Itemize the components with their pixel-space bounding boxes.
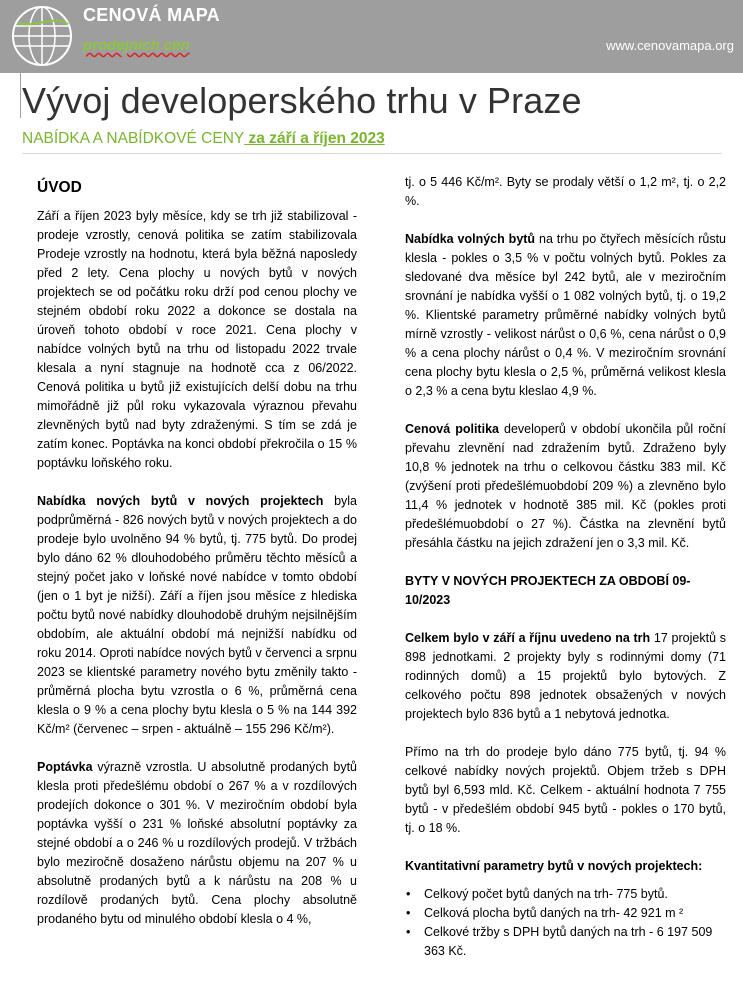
demand-text: výrazně vzrostla. U absolutně prodaných bytů klesla proti předešlému období o 267 % a v rozdílových prodejích dokonce o 301 %. V meziročním období byla poptávka vyšší o 231 % loňské absolutní poptávky za stejné období a o 246 % u rozdílových prodejů. V tržbách bylo meziročně dosaženo nárůstu objemu na 207 % u absolutně prodaných bytů a k nárůstu na 208 % u rozdílově prodaných bytů. Cena plochy absolutně prodaného bytu od minulého období klesla o 4 %, [37,760,357,926]
subtitle-period: za září a říjen 2023 [244,130,385,147]
list-item-text: Celková plocha bytů daných na trh- 42 921 m ² [424,906,684,920]
subtitle-prefix: NABÍDKA A NABÍDKOVÉ CENY [22,130,245,147]
section-heading-new-projects: BYTY V NOVÝCH PROJEKTECH ZA OBDOBÍ 09-10/2023 [405,574,691,607]
list-item [405,885,726,904]
list-item [405,904,726,923]
list-item-text: Celkový počet bytů daných na trh- 775 bytů. [424,887,668,901]
new-supply-text: byla podprůměrná - 826 nových bytů v nových projektech a do prodeje bylo uvolněno 94 % bytů, tj. 775 bytů. Do prodej bylo dáno 62 % dlouhodobého průměru těchto měsíců a stejný počet jako v loňské nové nabídce v tomto období (jen o 1 byt je nižší). Září a říjen jsou měsíce z hlediska počtu bytů nové nabídky dlouhodobě druhým nejsilnějším obdobím, ale aktuální období má nejnižší nabídku od roku 2014. Oproti nabídce nových bytů v červenci a srpnu 2023 se klientské parametry nového bytu změnily takto - průměrná plocha bytu vzrostla o 6 %, průměrná cena klesla o 9 % a cena plochy bytu klesla o 5 % na 144 392 Kč/m² (červenec – srpen - aktuálně – 155 296 Kč/m²). [37,494,358,736]
list-item-text: Celkové tržby s DPH bytů daných na trh - 6 197 509 363 Kč. [424,925,713,958]
page-title: Vývoj developerského trhu v Praze [22,80,582,121]
new-supply-paragraph [37,492,357,739]
title-rule [22,153,722,154]
free-supply-text: na trhu po čtyřech měsících růstu klesla - pokles o 3,5 % v počtu volných bytů. Pokles za sledované dva měsíce byl 242 bytů, ale v meziročním srovnání je nabídka vyšší o 1 082 volných bytů, tj. o 19,2 %. Klientské parametry průměrné nabídky volných bytů mírně vzrostly - velikost nárůst o 0,6 %, cena nárůst o 0,9 % a cena plochy nárůst o 0,4 %. V meziročním srovnání cena plochy bytu klesla o 2,5 %, průměrná velikost klesla o 2,3 % a cena bytu kleslao 4,9 %. [405,232,726,398]
list-heading: Kvantitativní parametry bytů v nových projektech: [405,859,703,873]
header-banner [0,0,743,73]
direct-sale-paragraph: Přímo na trh do prodeje bylo dáno 775 bytů, tj. 94 % celkové nabídky nových projektů. Objem tržeb s DPH bytů byl 6,593 mld. Kč. Celkem - aktuální hodnota 7 755 bytů - v předešlém období 945 bytů - pokles o 170 bytů, tj. o 18 %. [405,745,726,835]
brand-title: CENOVÁ MAPA [83,5,220,25]
demand-continued-paragraph: tj. o 5 446 Kč/m². Byty se prodaly větší o 1,2 m², tj. o 2,2 %. [405,175,726,208]
brand-subtitle: prodejních cen [83,37,190,54]
parameters-list [405,885,726,961]
intro-paragraph: Září a říjen 2023 byly měsíce, kdy se trh již stabilizoval - prodeje vzrostly, cenová politika se zatím stabilizovala Prodeje vzrostly na hodnotu, která byla běžná naposledy před 2 lety. Cena plochy u nových bytů v nových projektech se od počátku roku drží pod cenou plochy ve stejném období roku 2022 a dokonce se dostala na úroveň tohoto období v roce 2021. Cena plochy v nabídce volných bytů na trhu od listopadu 2022 trvale klesala a nyní stagnuje na hodnotě cca z 06/2022. Cenová politika u bytů již existujících delší dobu na trhu mimořádně již půl roku vykazovala výraznou převahu zlevněných bytů nad byty zdraženými. S tím se zdá je zatím konec. Poptávka na konci období překročila o 15 % poptávku loňského roku. [37,209,357,470]
bullet-icon: • [406,906,411,920]
price-policy-text: developerů v období ukončila půl roční převahu zlevnění nad zdražením bytů. Zdraženo byly 10,8 % jednotek na trhu o celkovou částku 383 mil. Kč (zvýšení proti předešlémuobdobí 209 %) a zlevněno bylo 11,4 % jednotek v hodnotě 385 mil. Kč (pokles proti předešlémuobdobí o 27 %). Částka na zlevnění bytů přesáhla částku na jejich zdražení jen o 3,3 mil. Kč. [405,422,726,550]
header-divider [20,73,21,118]
price-policy-paragraph [405,420,726,553]
new-projects-text: 17 projektů s 898 jednotkami. 2 projekty byly s rodinnými domy (71 rodinných domů) a 15 projektů bylo bytových. Z celkového počtu 898 jednotek obsažených v nových projektech bylo 836 bytů a 1 nebytová jednotka. [405,631,727,721]
list-item [405,923,726,961]
new-projects-lead: Celkem bylo v září a říjnu uvedeno na trh [405,631,651,645]
new-projects-paragraph [405,629,726,724]
new-supply-lead: Nabídka nových bytů v nových projektech [37,494,324,508]
section-heading-intro: ÚVOD [37,179,82,196]
website-link[interactable]: www.cenovamapa.org [606,38,734,53]
left-column [37,173,357,929]
bullet-icon: • [406,925,411,939]
free-supply-lead: Nabídka volných bytů [405,232,536,246]
demand-paragraph [37,758,357,929]
right-column [405,173,726,961]
page-subtitle [22,130,385,148]
price-policy-lead: Cenová politika [405,422,499,436]
free-supply-paragraph [405,230,726,401]
bullet-icon: • [406,887,411,901]
globe-grid-icon [10,4,74,68]
demand-lead: Poptávka [37,760,93,774]
